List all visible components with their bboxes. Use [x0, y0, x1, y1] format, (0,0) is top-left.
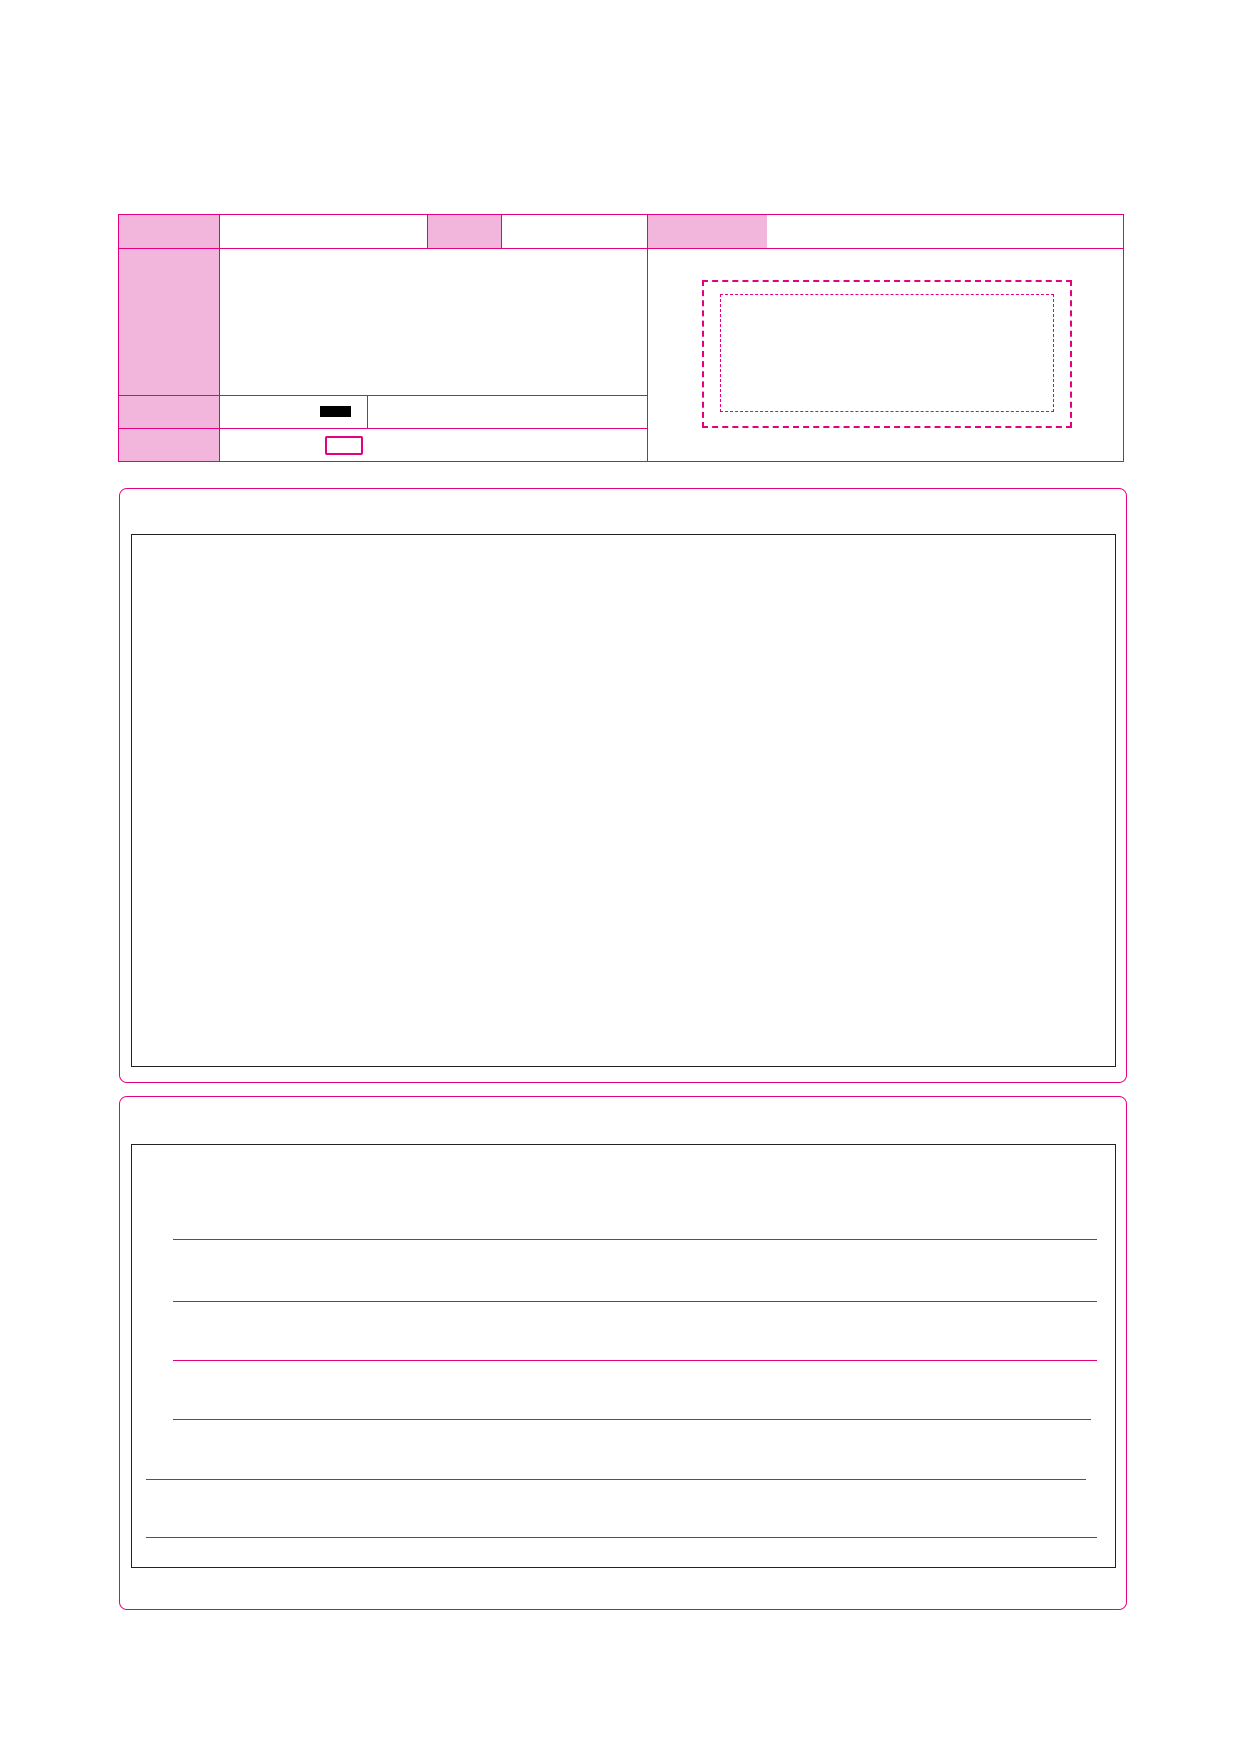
fill-example-label [119, 395, 219, 428]
answer-line-37-cont[interactable] [146, 1537, 1097, 1538]
answer-line-36[interactable] [173, 1360, 1097, 1361]
name-field[interactable] [501, 215, 647, 248]
school-field[interactable] [219, 215, 427, 248]
correct-fill-cell [219, 395, 367, 428]
part1-answer-box [131, 534, 1116, 1067]
absent-cell [219, 428, 647, 461]
part1-section [119, 488, 1127, 1083]
filled-bubble-example [320, 406, 351, 417]
info-table [118, 214, 1124, 462]
answer-line-37[interactable] [173, 1419, 1091, 1420]
answer-line-37-cont[interactable] [146, 1479, 1086, 1480]
forbidden-label [119, 428, 219, 461]
notes-text [219, 248, 647, 395]
absent-bubble[interactable] [325, 436, 363, 455]
wrong-fill-cell [367, 395, 647, 428]
barcode-inner-frame [720, 294, 1054, 412]
part2-section [119, 1096, 1127, 1610]
answer-line-35[interactable] [173, 1301, 1097, 1302]
exam-id-boxes[interactable] [767, 215, 1123, 248]
part2-answer-box [131, 1144, 1116, 1568]
name-label [427, 215, 501, 248]
notes-label [119, 248, 219, 395]
school-label [119, 215, 219, 248]
barcode-area [647, 248, 1123, 461]
exam-id-label [647, 215, 767, 248]
part2-heading [385, 1106, 400, 1131]
answer-line-34[interactable] [173, 1239, 1097, 1240]
